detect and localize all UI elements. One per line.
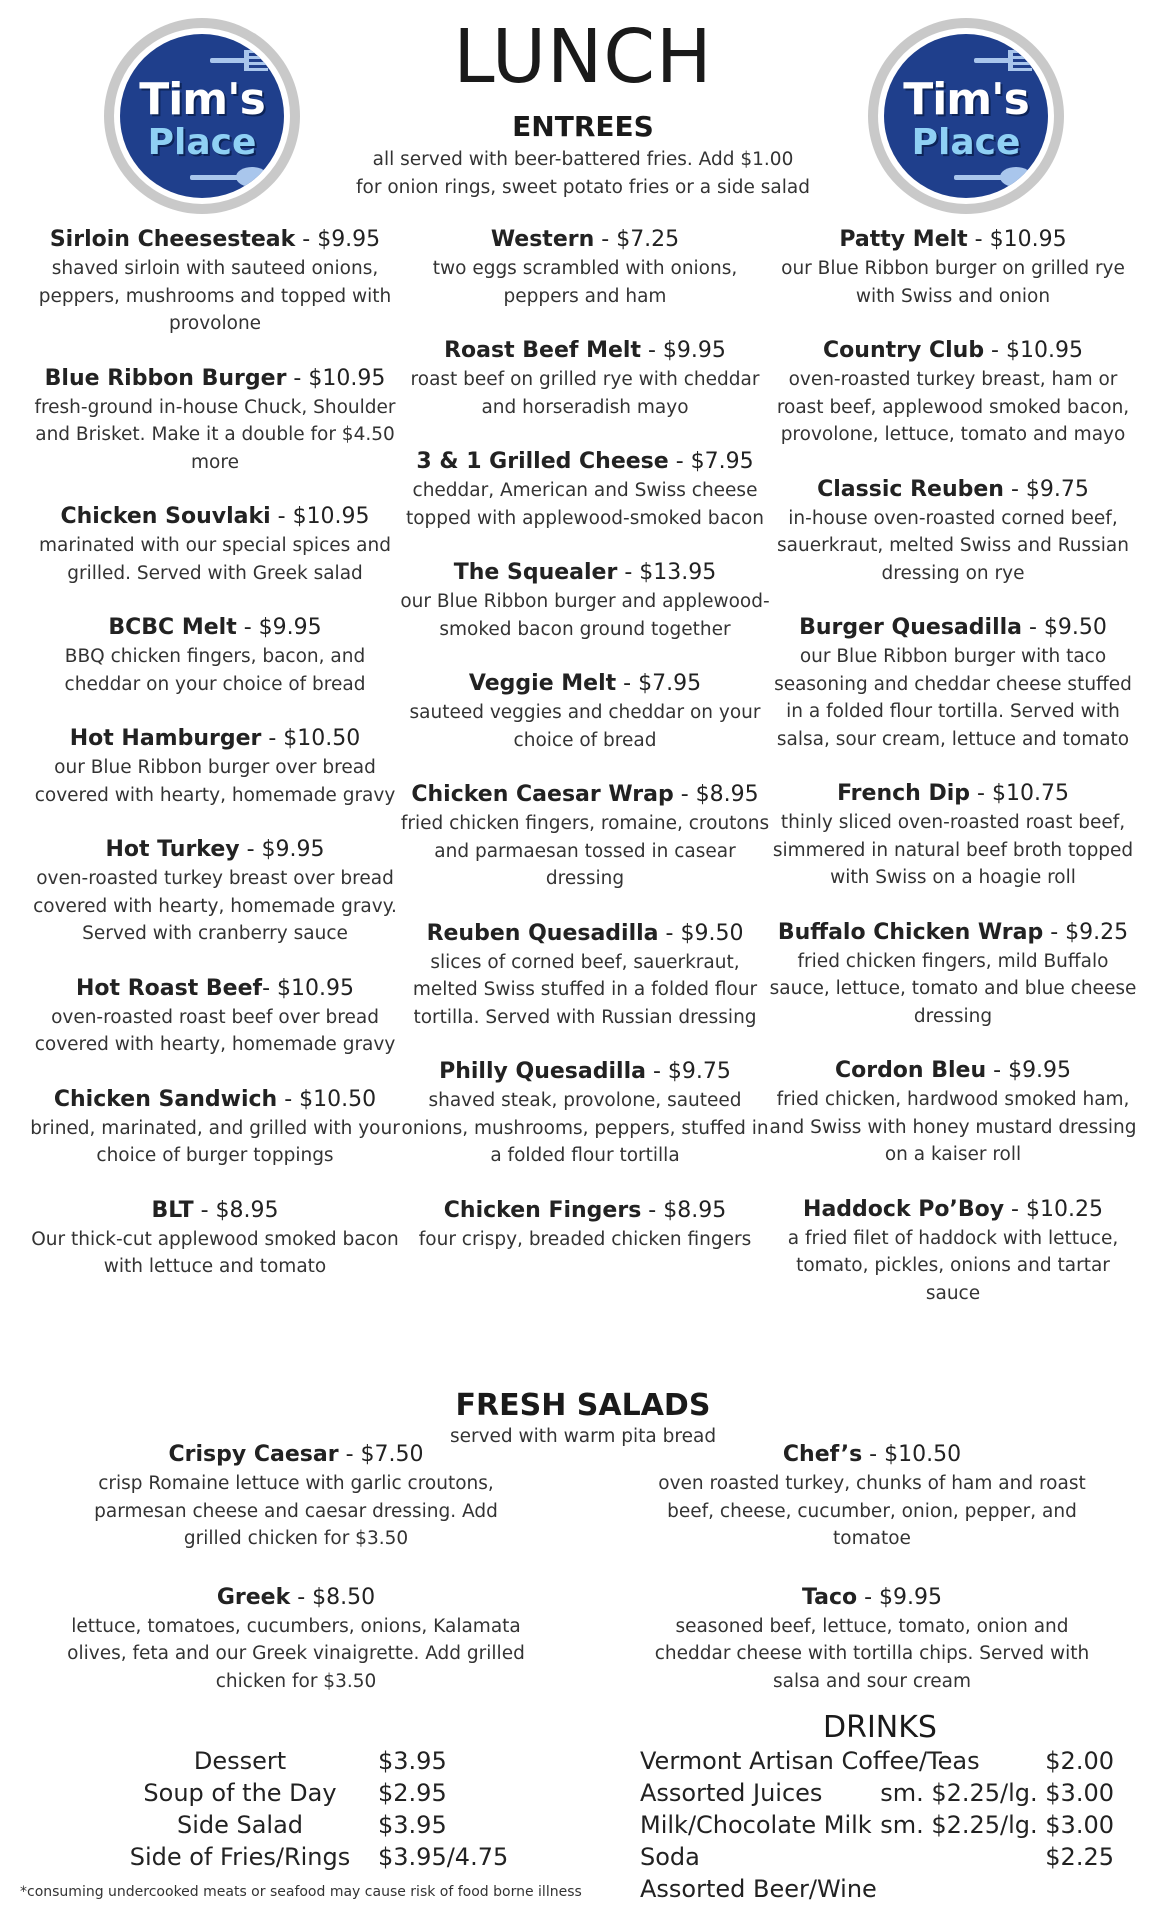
menu-item-price: - $8.95 — [641, 1197, 727, 1223]
drinks-row — [640, 1745, 1114, 1777]
menu-item-description: cheddar, American and Swiss cheese topped with applewood-smoked bacon — [405, 480, 765, 529]
logo-text-place: Place — [147, 122, 257, 163]
menu-item-description: shaved steak, provolone, sauteed onions, mushrooms, peppers, stuffed in a folded flour tortilla — [401, 1090, 769, 1166]
side-price: $3.95/4.75 — [378, 1843, 509, 1871]
side-price: $3.95 — [378, 1811, 447, 1839]
menu-item-description: a fried filet of haddock with lettuce, tomato, pickles, onions and tartar sauce — [787, 1227, 1119, 1304]
menu-item-description: in-house oven-roasted corned beef, sauerkraut, melted Swiss and Russian dressing on rye — [777, 507, 1129, 584]
menu-item-price: - $8.50 — [290, 1584, 376, 1610]
menu-item-price: - $9.95 — [857, 1584, 943, 1610]
menu-item-description: two eggs scrambled with onions, peppers and ham — [432, 258, 738, 307]
spoon-icon — [190, 162, 270, 192]
menu-item — [30, 502, 400, 587]
menu-item — [30, 364, 400, 477]
menu-item-heading — [400, 336, 770, 366]
drink-name: Milk/Chocolate Milk — [640, 1811, 872, 1839]
menu-item-price: - $9.95 — [295, 227, 381, 252]
menu-item-price: - $9.50 — [658, 920, 744, 946]
menu-item-heading — [768, 613, 1138, 643]
menu-item-name: BCBC Melt — [108, 615, 237, 640]
menu-item — [400, 1057, 770, 1170]
menu-item-price: - $10.50 — [261, 726, 361, 751]
menu-item-name: Hot Roast Beef — [76, 975, 263, 1001]
drink-price: $2.25 — [1045, 1843, 1114, 1871]
menu-item-description: fried chicken, hardwood smoked ham, and Swiss with honey mustard dressing on a kaiser roll — [769, 1089, 1137, 1165]
menu-item-price: - $9.95 — [236, 615, 322, 640]
entrees-column-2 — [400, 225, 770, 1279]
menu-item — [400, 336, 770, 421]
drink-price: sm. $2.25/lg. $3.00 — [880, 1811, 1114, 1839]
menu-item-price: - $8.95 — [673, 782, 759, 807]
drinks-row — [640, 1809, 1114, 1841]
sides-row — [110, 1809, 530, 1841]
menu-item-description: crisp Romaine lettuce with garlic croutons, parmesan cheese and caesar dressing. Add grilled chicken for $3.50 — [94, 1473, 498, 1549]
menu-item-heading — [768, 918, 1138, 948]
menu-item-name: Greek — [216, 1584, 291, 1610]
menu-item-price: - $9.95 — [239, 837, 325, 862]
menu-item-name: Western — [490, 227, 595, 252]
logo-text-tims: Tim's — [139, 74, 265, 125]
menu-item — [66, 1583, 526, 1696]
menu-item-description: fried chicken fingers, romaine, croutons and parmaesan tossed in casear dressing — [400, 813, 770, 889]
menu-item-heading — [30, 364, 400, 394]
menu-item-heading — [30, 835, 400, 865]
menu-item-price: - $10.95 — [286, 365, 386, 391]
menu-item-heading — [66, 1583, 526, 1613]
menu-item — [768, 779, 1138, 892]
menu-item-description: roast beef on grilled rye with cheddar and horseradish mayo — [410, 369, 760, 418]
page-title: LUNCH — [453, 14, 713, 100]
menu-item — [30, 613, 400, 698]
menu-item-heading — [30, 1085, 400, 1115]
menu-item-heading — [30, 225, 400, 255]
menu-item — [400, 780, 770, 893]
menu-item-price: - $7.50 — [338, 1442, 424, 1467]
menu-item-price: - $9.75 — [645, 1059, 731, 1084]
menu-item-heading — [400, 669, 770, 699]
menu-item-heading — [768, 336, 1138, 366]
menu-item-name: Roast Beef Melt — [444, 338, 641, 363]
menu-item-price: - $10.50 — [277, 1086, 377, 1112]
salads-subtitle: served with warm pita bread — [449, 1426, 717, 1447]
menu-item-price: - $10.25 — [1004, 1196, 1103, 1222]
menu-item-description: our Blue Ribbon burger over bread covered with hearty, homemade gravy — [34, 757, 396, 806]
menu-item-description: seasoned beef, lettuce, tomato, onion and cheddar cheese with tortilla chips. Served with salsa and sour cream — [654, 1615, 1090, 1692]
menu-item-heading — [400, 447, 770, 477]
menu-item-price: - $10.95 — [967, 227, 1067, 252]
menu-item-description: our Blue Ribbon burger with taco seasoning and cheddar cheese stuffed in a folded flour tortilla. Served with salsa, sour cream, lettuce and tomato — [774, 646, 1132, 750]
menu-item-name: 3 & 1 Grilled Cheese — [416, 449, 669, 474]
logo-text-tims: Tim's — [903, 74, 1029, 125]
menu-item-price: - $9.75 — [1003, 476, 1089, 502]
menu-item-price: - $13.95 — [617, 560, 717, 585]
menu-item-name: Chicken Caesar Wrap — [411, 782, 674, 807]
menu-item-heading — [642, 1440, 1102, 1470]
menu-item — [642, 1583, 1102, 1696]
menu-item-description: shaved sirloin with sauteed onions, peppers, mushrooms and topped with provolone — [38, 258, 392, 334]
menu-item-description: oven-roasted turkey breast, ham or roast beef, applewood smoked bacon, provolone, lettuce, tomato and mayo — [776, 369, 1130, 445]
menu-item — [400, 447, 770, 532]
salads-column-2 — [642, 1440, 1102, 1725]
menu-item-name: Burger Quesadilla — [799, 615, 1022, 640]
drinks-row — [640, 1841, 1114, 1873]
menu-item-heading — [30, 1196, 400, 1226]
sides-row — [110, 1745, 530, 1777]
menu-item-name: Chicken Fingers — [443, 1197, 642, 1223]
menu-item-description: BBQ chicken fingers, bacon, and cheddar on your choice of bread — [64, 646, 366, 695]
menu-item-name: Sirloin Cheesesteak — [49, 227, 296, 252]
entrees-note-line-2: for onion rings, sweet potato fries or a side salad — [356, 177, 810, 198]
menu-item — [768, 613, 1138, 753]
menu-item-name: French Dip — [837, 781, 971, 806]
drink-name: Vermont Artisan Coffee/Teas — [640, 1747, 980, 1775]
menu-item — [30, 225, 400, 338]
salads-column-1 — [66, 1440, 526, 1725]
menu-item-name: Crispy Caesar — [168, 1442, 339, 1467]
menu-item-description: sauteed veggies and cheddar on your choice of bread — [409, 702, 761, 751]
menu-item-description: brined, marinated, and grilled with your choice of burger toppings — [30, 1117, 400, 1166]
menu-item — [400, 225, 770, 310]
section-title-entrees: ENTREES — [512, 110, 654, 143]
menu-item-heading — [768, 1056, 1138, 1086]
spoon-icon — [954, 162, 1034, 192]
menu-item-description: four crispy, breaded chicken fingers — [418, 1228, 752, 1250]
menu-item-description: our Blue Ribbon burger and applewood-smoked bacon ground together — [400, 591, 770, 640]
menu-item-name: Cordon Bleu — [834, 1058, 987, 1083]
menu-item-price: - $10.95 — [262, 975, 354, 1001]
menu-item-heading — [66, 1440, 526, 1470]
menu-item — [768, 918, 1138, 1031]
drinks-row — [640, 1873, 1114, 1905]
menu-item-heading — [30, 613, 400, 643]
menu-item-description: fresh-ground in-house Chuck, Shoulder and Brisket. Make it a double for $4.50 more — [34, 396, 396, 473]
menu-item — [400, 1196, 770, 1254]
menu-item — [30, 974, 400, 1059]
menu-item-heading — [768, 1195, 1138, 1225]
menu-item-price: - $9.95 — [640, 338, 726, 363]
menu-item-heading — [400, 558, 770, 588]
menu-item-name: Reuben Quesadilla — [426, 920, 659, 946]
menu-item-name: Country Club — [823, 338, 985, 363]
side-name: Side of Fries/Rings — [129, 1843, 351, 1871]
menu-item-name: Veggie Melt — [468, 671, 617, 696]
menu-item-heading — [400, 225, 770, 255]
menu-item-price: - $7.95 — [616, 671, 702, 696]
menu-item-description: our Blue Ribbon burger on grilled rye with Swiss and onion — [781, 258, 1125, 307]
drink-name: Assorted Beer/Wine — [640, 1875, 877, 1903]
drink-price: $2.00 — [1045, 1747, 1114, 1775]
menu-item-name: Chef’s — [782, 1442, 863, 1467]
menu-item — [768, 475, 1138, 588]
drinks-row — [640, 1777, 1114, 1809]
menu-item-description: thinly sliced oven-roasted roast beef, simmered in natural beef broth topped with Swiss on a hoagie roll — [772, 812, 1134, 888]
menu-item-price: - $10.75 — [970, 781, 1069, 806]
menu-item-heading — [30, 724, 400, 754]
menu-item — [768, 1056, 1138, 1169]
menu-item-name: Chicken Souvlaki — [60, 504, 271, 529]
menu-item-heading — [30, 502, 400, 532]
menu-item-heading — [400, 1196, 770, 1226]
menu-item-price: - $10.50 — [862, 1442, 962, 1467]
menu-item-heading — [768, 779, 1138, 809]
drink-price: sm. $2.25/lg. $3.00 — [880, 1779, 1114, 1807]
menu-item-price: - $9.95 — [986, 1058, 1072, 1083]
menu-item-price: - $10.95 — [270, 504, 370, 529]
menu-item-name: BLT — [151, 1197, 194, 1223]
disclaimer: *consuming undercooked meats or seafood may cause risk of food borne illness — [20, 1884, 582, 1900]
menu-item — [768, 225, 1138, 310]
menu-item-description: oven roasted turkey, chunks of ham and roast beef, cheese, cucumber, onion, pepper, and tomatoe — [658, 1473, 1086, 1549]
menu-item-heading — [400, 780, 770, 810]
section-title-drinks: DRINKS — [823, 1710, 937, 1745]
entrees-note-line-1: all served with beer-battered fries. Add $1.00 — [372, 149, 794, 170]
menu-item-name: Haddock Po’Boy — [803, 1196, 1005, 1222]
menu-item-description: lettuce, tomatoes, cucumbers, onions, Kalamata olives, feta and our Greek vinaigrette. Add grilled chicken for $3.50 — [67, 1615, 525, 1692]
side-price: $2.95 — [378, 1779, 447, 1807]
menu-item-price: - $7.25 — [594, 227, 680, 252]
logo-text-place: Place — [911, 122, 1021, 163]
side-name: Dessert — [193, 1747, 287, 1775]
menu-item-name: Patty Melt — [839, 227, 968, 252]
side-name: Soup of the Day — [143, 1779, 337, 1807]
drink-name: Soda — [640, 1843, 700, 1871]
menu-item-description: fried chicken fingers, mild Buffalo sauce, lettuce, tomato and blue cheese dressing — [769, 950, 1137, 1027]
menu-item-name: Classic Reuben — [817, 476, 1004, 502]
menu-item-price: - $8.95 — [193, 1197, 279, 1223]
menu-item-description: oven-roasted turkey breast over bread covered with hearty, homemade gravy. Served with cranberry sauce — [33, 868, 397, 944]
menu-item-name: Philly Quesadilla — [439, 1059, 646, 1084]
menu-item-price: - $10.95 — [984, 338, 1083, 363]
menu-item-name: The Squealer — [453, 560, 618, 585]
entrees-note — [330, 146, 836, 202]
side-name: Side Salad — [176, 1811, 304, 1839]
menu-item-heading — [400, 1057, 770, 1087]
menu-item — [30, 835, 400, 948]
menu-item — [400, 558, 770, 643]
fork-icon — [210, 46, 270, 76]
menu-item — [768, 1195, 1138, 1308]
menu-item-description: marinated with our special spices and grilled. Served with Greek salad — [39, 535, 391, 584]
menu-item — [30, 1196, 400, 1281]
entrees-column-1 — [30, 225, 400, 1307]
menu-item-heading — [400, 919, 770, 949]
menu-item-heading — [768, 475, 1138, 505]
menu-item-heading — [768, 225, 1138, 255]
menu-item-name: Buffalo Chicken Wrap — [777, 919, 1044, 945]
menu-item-price: - $9.50 — [1022, 615, 1107, 640]
menu-item — [30, 724, 400, 809]
drink-name: Assorted Juices — [640, 1779, 823, 1807]
sides-row — [110, 1777, 530, 1809]
menu-item-description: oven-roasted roast beef over bread covered with hearty, homemade gravy — [34, 1006, 396, 1055]
menu-item-heading — [30, 974, 400, 1004]
menu-item-description: Our thick-cut applewood smoked bacon with lettuce and tomato — [31, 1228, 399, 1277]
menu-item-price: - $9.25 — [1043, 919, 1129, 945]
menu-item — [400, 669, 770, 754]
menu-item-price: - $7.95 — [668, 449, 754, 474]
section-title-salads: FRESH SALADS — [455, 1388, 711, 1423]
sides-list — [110, 1745, 530, 1873]
menu-item — [642, 1440, 1102, 1553]
entrees-column-3 — [768, 225, 1138, 1333]
fork-icon — [974, 46, 1034, 76]
menu-item — [768, 336, 1138, 449]
sides-row — [110, 1841, 530, 1873]
menu-item-name: Blue Ribbon Burger — [44, 365, 287, 391]
logo-left — [104, 18, 300, 214]
menu-item-name: Taco — [801, 1584, 858, 1610]
menu-item — [400, 919, 770, 1032]
menu-item-name: Chicken Sandwich — [53, 1086, 278, 1112]
menu-item — [66, 1440, 526, 1553]
menu-item — [30, 1085, 400, 1170]
side-price: $3.95 — [378, 1747, 447, 1775]
menu-item-heading — [642, 1583, 1102, 1613]
menu-item-description: slices of corned beef, sauerkraut, melted Swiss stuffed in a folded flour tortilla. Served with Russian dressing — [412, 951, 758, 1028]
menu-item-name: Hot Turkey — [105, 837, 240, 862]
menu-item-name: Hot Hamburger — [69, 726, 262, 751]
logo-right — [868, 18, 1064, 214]
drinks-list — [640, 1745, 1114, 1905]
